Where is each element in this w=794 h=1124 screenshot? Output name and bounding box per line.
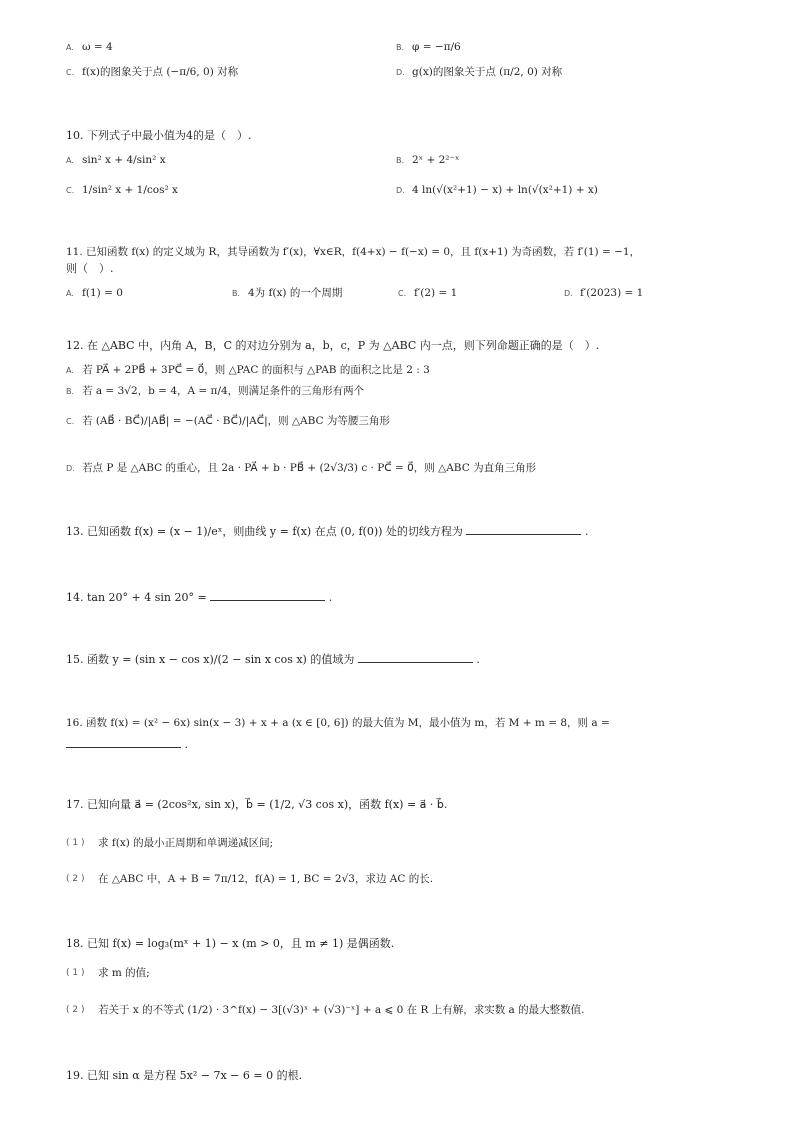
answer-blank[interactable] xyxy=(66,735,181,748)
option-label: B. xyxy=(66,387,75,396)
option-text: g(x)的图象关于点 (π/2, 0) 对称 xyxy=(412,66,563,78)
q14 xyxy=(66,588,332,606)
option-label: D. xyxy=(396,68,405,77)
option-label: B. xyxy=(396,156,405,165)
q13-stem: 13. 已知函数 f(x) = (x − 1)/eˣ，则曲线 y = f(x) 在点 (0, f(0)) 处的切线方程为 xyxy=(66,525,463,538)
part-text: 在 △ABC 中，A + B = 7π/12，f(A) = 1, BC = 2√3，求边 AC 的长. xyxy=(98,873,434,885)
q15-stem: 15. 函数 y = (sin x − cos x)/(2 − sin x cos x) 的值域为 xyxy=(66,653,355,666)
q11-stem-line2: 则（ ）. xyxy=(66,262,114,275)
q10-stem: 10. 下列式子中最小值为4的是（ ）. xyxy=(66,129,252,142)
q9-option-b xyxy=(396,40,461,55)
option-text: 若点 P 是 △ABC 的重心，且 2a · PA⃗ + b · PB⃗ + (2√3/3) c · PC⃗ = 0⃗，则 △ABC 为直角三角形 xyxy=(82,462,537,474)
q11-option-b xyxy=(232,286,342,301)
q13-tail: . xyxy=(584,525,589,538)
q17-part-1 xyxy=(66,836,273,851)
q10-option-d xyxy=(396,183,598,198)
part-label: ( 1 ) xyxy=(66,838,85,848)
q19-stem: 19. 已知 sin α 是方程 5x² − 7x − 6 = 0 的根. xyxy=(66,1069,303,1082)
answer-blank[interactable] xyxy=(210,588,325,601)
q16-answer-line xyxy=(66,735,188,753)
q17-part-2 xyxy=(66,872,433,887)
q16-stem: 16. 函数 f(x) = (x² − 6x) sin(x − 3) + x + a (x ∈ [0, 6]) 的最大值为 M，最小值为 m，若 M + m = 8，则 a = xyxy=(66,717,610,729)
q14-tail: . xyxy=(328,591,333,604)
q12-option-d xyxy=(66,461,536,476)
q10-option-c xyxy=(66,183,178,198)
q17-stem: 17. 已知向量 a⃗ = (2cos²x, sin x)，b⃗ = (1/2, √3 cos x)，函数 f(x) = a⃗ · b⃗. xyxy=(66,798,448,811)
q18-part-1 xyxy=(66,966,150,981)
q11-option-a xyxy=(66,286,123,301)
option-label: A. xyxy=(66,366,74,375)
option-label: B. xyxy=(396,43,405,52)
option-text: 若 PA⃗ + 2PB⃗ + 3PC⃗ = 0⃗，则 △PAC 的面积与 △PAB 的面积之比是 2 : 3 xyxy=(82,364,430,376)
option-label: A. xyxy=(66,43,74,52)
part-text: 若关于 x 的不等式 (1/2) · 3^f(x) − 3[(√3)ˣ + (√3)⁻ˣ] + a ⩽ 0 在 R 上有解，求实数 a 的最大整数值. xyxy=(98,1004,585,1016)
part-text: 求 m 的值; xyxy=(98,967,150,979)
q18-part-2 xyxy=(66,1003,585,1018)
answer-blank[interactable] xyxy=(358,650,473,663)
option-text: sin² x + 4/sin² x xyxy=(82,154,166,166)
option-text: f′(2023) = 1 xyxy=(580,287,644,299)
q12-stem: 12. 在 △ABC 中，内角 A，B，C 的对边分别为 a，b，c，P 为 △ABC 内一点，则下列命题正确的是（ ）. xyxy=(66,339,600,352)
q16-tail: . xyxy=(184,738,188,751)
option-text: ω = 4 xyxy=(82,41,113,53)
option-label: B. xyxy=(232,289,241,298)
option-text: f(1) = 0 xyxy=(82,287,123,299)
option-text: f(x)的图象关于点 (−π/6, 0) 对称 xyxy=(82,66,239,78)
part-label: ( 1 ) xyxy=(66,968,85,978)
q11-option-d xyxy=(564,286,643,301)
q15 xyxy=(66,650,480,668)
option-text: φ = −π/6 xyxy=(412,41,461,53)
q13 xyxy=(66,522,588,540)
option-label: D. xyxy=(564,289,573,298)
q14-stem: 14. tan 20° + 4 sin 20° = xyxy=(66,591,207,604)
q11-stem-line1: 11. 已知函数 f(x) 的定义域为 R，其导函数为 f′(x)，∀x∈R，f(4+x) − f(−x) = 0，且 f(x+1) 为奇函数，若 f′(1) = −1， xyxy=(66,246,641,258)
part-label: ( 2 ) xyxy=(66,1005,85,1015)
option-text: 若 a = 3√2，b = 4，A = π/4，则满足条件的三角形有两个 xyxy=(82,385,365,397)
option-label: D. xyxy=(396,186,405,195)
option-label: A. xyxy=(66,156,74,165)
option-label: D. xyxy=(66,464,75,473)
option-label: A. xyxy=(66,289,74,298)
option-label: C. xyxy=(66,417,75,426)
q10-option-b xyxy=(396,153,460,168)
option-text: 若 (AB⃗ · BC⃗)/|AB⃗| = −(AC⃗ · BC⃗)/|AC⃗|，则 △ABC 为等腰三角形 xyxy=(82,415,390,427)
q10-option-a xyxy=(66,153,166,168)
option-text: 2ˣ + 2²⁻ˣ xyxy=(412,154,460,166)
option-label: C. xyxy=(66,186,75,195)
option-label: C. xyxy=(398,289,407,298)
part-label: ( 2 ) xyxy=(66,874,85,884)
option-text: 4 ln(√(x²+1) − x) + ln(√(x²+1) + x) xyxy=(412,184,598,196)
option-text: 4为 f(x) 的一个周期 xyxy=(248,287,343,299)
q9-option-c xyxy=(66,65,238,80)
option-text: 1/sin² x + 1/cos² x xyxy=(82,184,178,196)
q12-option-c xyxy=(66,414,390,429)
q12-option-b xyxy=(66,384,364,399)
q9-option-a xyxy=(66,40,113,55)
option-text: f′(2) = 1 xyxy=(414,287,458,299)
q15-tail: . xyxy=(476,653,480,666)
q9-option-d xyxy=(396,65,562,80)
answer-blank[interactable] xyxy=(466,522,581,535)
q11-option-c xyxy=(398,286,457,301)
part-text: 求 f(x) 的最小正周期和单调递减区间; xyxy=(98,837,274,849)
q18-stem: 18. 已知 f(x) = log₃(mˣ + 1) − x (m > 0，且 m ≠ 1) 是偶函数. xyxy=(66,937,395,950)
q12-option-a xyxy=(66,363,430,378)
option-label: C. xyxy=(66,68,75,77)
